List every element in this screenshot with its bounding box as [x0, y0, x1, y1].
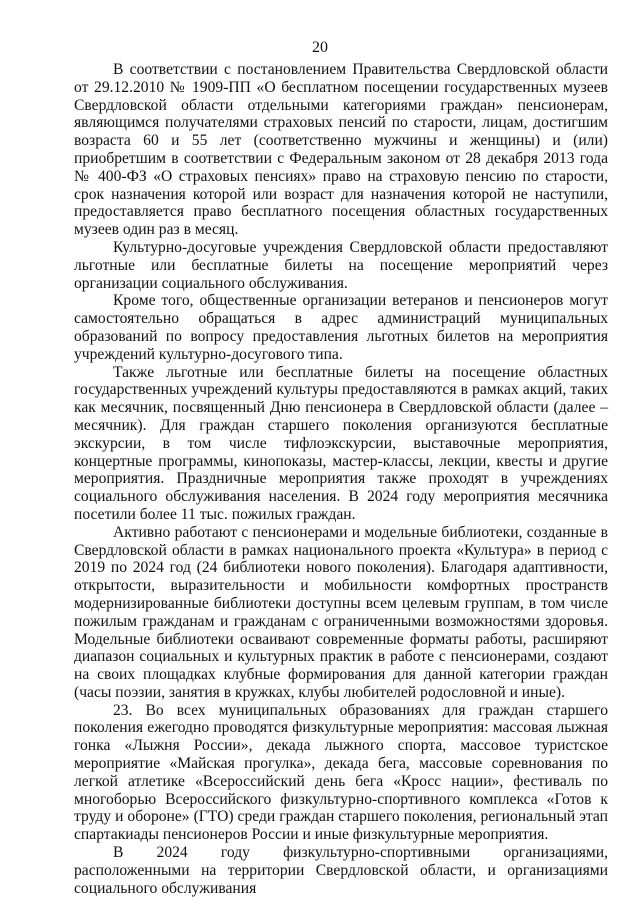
paragraph-model-libraries: Активно работают с пенсионерами и модельные библиотеки, созданные в Свердловской области в рамках национального проекта «Культура» в период с 2019 по 2024 год (24 библиотеки нового поколения). Благодаря адаптивности, открытости, выразительности и мобильности комфортных пространств модернизированные библиотеки доступны всем целевым группам, в том числе пожилым гражданам и гражданам с ограниченными возможностями здоровья. Модельные библиотеки осваивают современные форматы работы, расширяют диапазон социальных и культурных практик в работе с пенсионерами, создают на своих площадках клубные формирования для данной категории граждан (часы поэзии, занятия в кружках, клубы любителей родословной и иные).	[74, 523, 608, 701]
paragraph-cultural-institutions: Культурно-досуговые учреждения Свердловской области предоставляют льготные или бесплатные билеты на посещение мероприятий через организации социального обслуживания.	[74, 238, 608, 292]
page-number: 20	[312, 39, 328, 56]
paragraph-pensioner-month: Также льготные или бесплатные билеты на посещение областных государственных учреждений культуры предоставляются в рамках акций, таких как месячник, посвященный Дню пенсионера в Свердловской области (далее – месячник). Для граждан старшего поколения организуются бесплатные экскурсии, в том числе тифлоэкскурсии, выставочные мероприятия, концертные программы, кинопоказы, мастер-классы, лекции, квесты и другие мероприятия. Праздничные мероприятия также проходят в учреждениях социального обслуживания населения. В 2024 году мероприятия месячника посетили более 11 тыс. пожилых граждан.	[74, 363, 608, 523]
document-body	[74, 61, 608, 897]
paragraph-sports-events: 23. Во всех муниципальных образованиях для граждан старшего поколения ежегодно проводятся физкультурные мероприятия: массовая лыжная гонка «Лыжня России», декада лыжного спорта, массовое туристское мероприятие «Майская прогулка», декада бега, массовые соревнования по легкой атлетике «Всероссийский день бега «Кросс нации», фестиваль по многоборью Всероссийского физкультурно-спортивного комплекса «Готов к труду и обороне» (ГТО) среди граждан старшего поколения, региональный этап спартакиады пенсионеров России и иные физкультурные мероприятия.	[74, 701, 608, 844]
paragraph-museums: В соответствии с постановлением Правительства Свердловской области от 29.12.2010 № 1909-ПП «О бесплатном посещении государственных музеев Свердловской области отдельными категориями граждан» пенсионерам, являющимся получателями страховых пенсий по старости, лицам, достигшим возраста 60 и 55 лет (соответственно мужчины и женщины) и (или) приобретшим в соответствии с Федеральным законом от 28 декабря 2013 года № 400-ФЗ «О страховых пенсиях» право на страховую пенсию по старости, срок назначения которой или возраст для назначения которой не наступили, предоставляется право бесплатного посещения областных государственных музеев один раз в месяц.	[74, 61, 608, 239]
paragraph-sports-organizations-2024: В 2024 году физкультурно-спортивными организациями, расположенными на территории Свердловской области, и организациями социального обслуживания	[74, 844, 608, 897]
paragraph-veteran-organizations: Кроме того, общественные организации ветеранов и пенсионеров могут самостоятельно обращаться в адрес администраций муниципальных образований по вопросу предоставления льготных билетов на мероприятия учреждений культурно-досугового типа.	[74, 292, 608, 363]
